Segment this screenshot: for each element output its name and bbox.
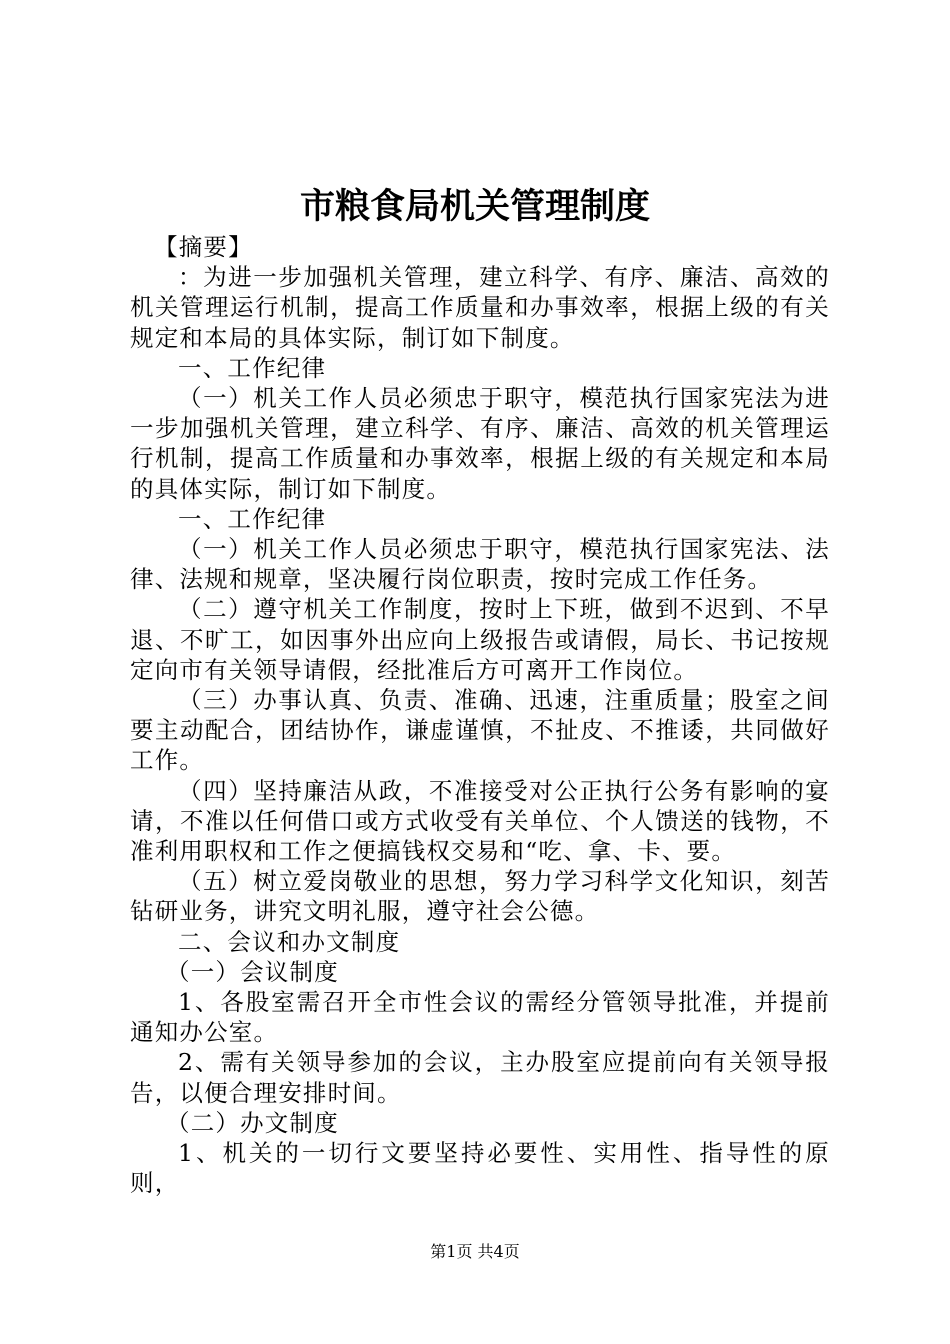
paragraph: 1、机关的一切行文要坚持必要性、实用性、指导性的原则， bbox=[130, 1139, 830, 1198]
paragraph: 2、需有关领导参加的会议，主办股室应提前向有关领导报告，以便合理安排时间。 bbox=[130, 1048, 830, 1107]
section-heading: 二、会议和办文制度 bbox=[178, 927, 401, 956]
page-footer: 第1页 共4页 bbox=[430, 1242, 520, 1261]
document-title: 市粮食局机关管理制度 bbox=[299, 186, 650, 227]
paragraph: 1、各股室需召开全市性会议的需经分管领导批准，并提前通知办公室。 bbox=[130, 988, 830, 1047]
paragraph: （五）树立爱岗敬业的思想，努力学习科学文化知识，刻苦钻研业务，讲究文明礼服，遵守社会公德。 bbox=[130, 867, 830, 926]
paragraph: （二）遵守机关工作制度，按时上下班，做到不迟到、不早退、不旷工，如因事外出应向上级报告或请假，局长、书记按规定向市有关领导请假，经批准后方可离开工作岗位。 bbox=[130, 595, 830, 684]
subsection-heading: （二）办文制度 bbox=[166, 1108, 339, 1137]
abstract-heading: 【摘要】 bbox=[154, 233, 253, 261]
section-heading: 一、工作纪律 bbox=[178, 504, 327, 533]
paragraph: （四）坚持廉洁从政，不准接受对公正执行公务有影响的宴请，不准以任何借口或方式收受有关单位、个人馈送的钱物，不准利用职权和工作之便搞钱权交易和“吃、拿、卡、要。 bbox=[130, 776, 830, 866]
abstract-text: ：为进一步加强机关管理，建立科学、有序、廉洁、高效的机关管理运行机制，提高工作质量和办事效率，根据上级的有关规定和本局的具体实际，制订如下制度。 bbox=[130, 263, 830, 352]
document-body bbox=[130, 232, 830, 1199]
subsection-heading: （一）会议制度 bbox=[166, 957, 339, 986]
section-heading: 一、工作纪律 bbox=[178, 353, 327, 382]
paragraph: （一）机关工作人员必须忠于职守，模范执行国家宪法、法律、法规和规章，坚决履行岗位职责，按时完成工作任务。 bbox=[130, 535, 830, 594]
paragraph: （三）办事认真、负责、准确、迅速，注重质量；股室之间要主动配合，团结协作，谦虚谨慎，不扯皮、不推诿，共同做好工作。 bbox=[130, 686, 830, 775]
paragraph: （一）机关工作人员必须忠于职守，模范执行国家宪法为进一步加强机关管理，建立科学、有序、廉洁、高效的机关管理运行机制，提高工作质量和办事效率，根据上级的有关规定和本局的具体实际，制订如下制度。 bbox=[130, 384, 830, 503]
